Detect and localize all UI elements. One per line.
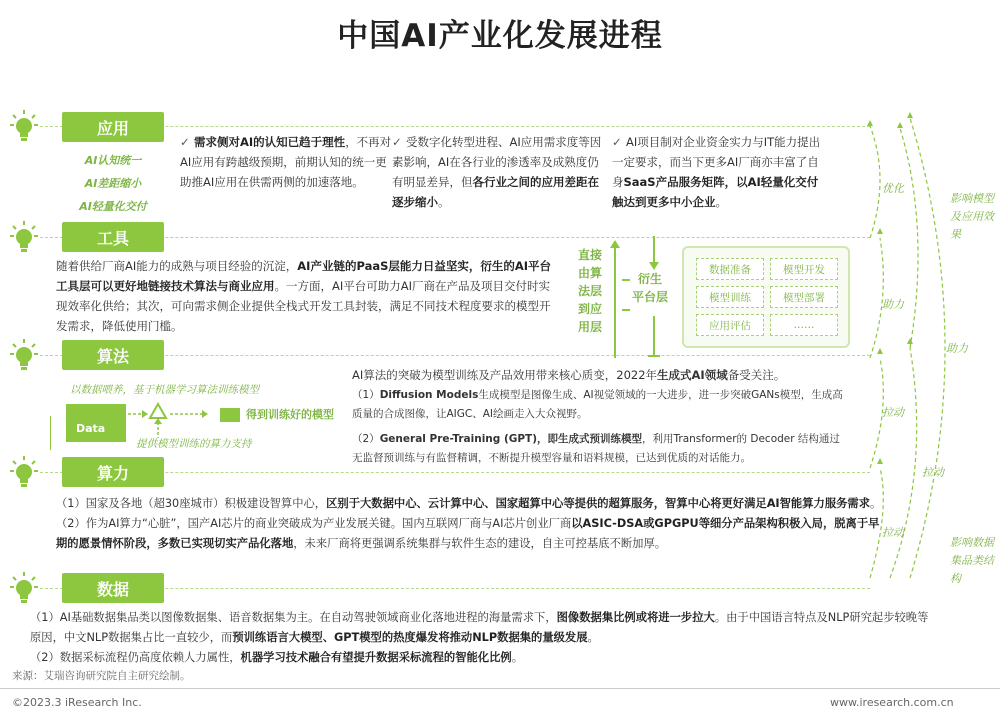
separator — [40, 126, 870, 127]
lightbulb-icon — [10, 571, 38, 605]
copyright: ©2023.3 iResearch Inc. — [12, 696, 142, 709]
layer-tag-tool: 工具 — [62, 222, 164, 252]
label-optimize: 优化 — [882, 182, 904, 195]
algo-intro: AI算法的突破为模型训练及产品效用带来核心质变，2022年生成式AI领域备受关注。 — [352, 368, 786, 382]
label-impact-model: 影响模型及应用效果 — [950, 192, 994, 241]
app-point-2: ✓ 受数字化转型进程、AI应用需求度等因素影响，AI在各行业的渗透率及成熟度仍有明显差异，但各行业之间的应用差距在逐步缩小。 — [392, 132, 604, 212]
check-icon: ✓ — [392, 135, 402, 149]
algo-point-1: （1）Diffusion Models生成模型是图像生成、AI视觉领域的一大进步，进一步突破GANs模型，生成高质量的合成图像，让AIGC、AI绘画走入大众视野。 — [352, 389, 843, 420]
compute-description: （1）国家及各地（超30座城市）积极建设智算中心，区别于大数据中心、云计算中心、国家超算中心等提供的超算服务，智算中心将更好满足AI智能算力服务需求。（2）作为AI算力“心脏”，国产AI芯片的商业突破成为产业发展关键。国内互联网厂商与AI芯片创业厂商以ASIC-DSA或GPGPU等细分产品架构积极入局，脱离于早期的愿景情怀阶段，多数已实现切实产品化落地，未来厂商将更强调系统集群与软件生态的建设，自主可控基底不断加厚。 — [56, 497, 882, 550]
data-description-1: （1）AI基础数据集品类以图像数据集、语音数据集为主。在自动驾驶领域商业化落地进程的海量需求下，图像数据集比例或将进一步拉大。由于中国语言特点及NLP研究起步较晚等原因，中文NLP数据集占比一直较少，而预训练语言大模型、GPT模型的热度爆发将推动NLP数据集的量级发展。 — [30, 611, 929, 644]
direct-service-label: 直接 由算 法层 到应 用层 — [577, 248, 602, 334]
app-label: AI差距缩小 — [84, 177, 142, 190]
check-icon: ✓ — [612, 135, 622, 149]
platform-cell: 数据准备 — [696, 258, 764, 280]
app-point-1: ✓ 需求侧对AI的认知已趋于理性，不再对AI应用有跨越级预期，前期认知的统一更助推AI应用在供需两侧的加速落地。 — [180, 132, 392, 192]
source-note: 来源：艾瑞咨询研究院自主研究绘制。 — [12, 670, 191, 682]
algo-diagram-top: 以数据喂养，基于机器学习算法训练模型 — [70, 384, 259, 396]
page-title: 中国AI产业化发展进程 — [337, 18, 663, 54]
algo-result-label: 得到训练好的模型 — [246, 408, 334, 421]
label-drive: 拉动 — [922, 466, 944, 479]
lightbulb-icon — [10, 220, 38, 254]
platform-cell: …… — [770, 314, 838, 336]
label-drive: 拉动 — [882, 406, 904, 419]
algo-point-2: （2）General Pre-Training (GPT)，即生成式预训练模型，利用Transformer的 Decoder 结构通过无监督预训练与有监督精调，不断提升模型容量和语料规模，已达到优质的对话能力。 — [352, 433, 840, 464]
lightbulb-icon — [10, 109, 38, 143]
label-assist: 助力 — [946, 342, 968, 355]
separator — [40, 588, 870, 589]
derived-arrow-icon — [647, 236, 661, 360]
direct-arrow-icon — [610, 240, 620, 360]
separator — [40, 237, 870, 238]
algo-diagram-bottom: 提供模型训练的算力支持 — [136, 438, 252, 450]
lightbulb-icon — [10, 455, 38, 489]
platform-cell: 应用评估 — [696, 314, 764, 336]
separator — [40, 355, 870, 356]
layer-tag-compute: 算力 — [62, 457, 164, 487]
layer-tag-data: 数据 — [62, 573, 164, 603]
layer-tag-algo: 算法 — [62, 340, 164, 370]
feedback-arrows-icon — [850, 108, 1000, 598]
platform-cell: 模型开发 — [770, 258, 838, 280]
algo-data-label: Data — [76, 422, 106, 435]
label-impact-dataset: 影响数据集品类结构 — [950, 536, 994, 585]
platform-cell: 模型训练 — [696, 286, 764, 308]
data-description-2: （2）数据采标流程仍高度依赖人力属性，机器学习技术融合有望提升数据采标流程的智能化比例。 — [30, 651, 523, 664]
separator — [40, 472, 870, 473]
lightbulb-icon — [10, 338, 38, 372]
algo-diagram — [50, 380, 350, 450]
footer-divider — [0, 688, 1000, 689]
tool-description: 随着供给厂商AI能力的成熟与项目经验的沉淀，AI产业链的PaaS层能力日益坚实，衍生的AI平台工具层可以更好地链接技术算法与商业应用。一方面，AI平台可助力AI厂商在产品及项目交付时实现效率化供给；其次，可向需求侧企业提供全栈式开发工具封装，满足不同技术程度要求的模型开发需求，降低使用门槛。 — [56, 259, 552, 333]
dash-marks-icon — [622, 275, 632, 315]
derived-layer-label: 衍生 平台层 — [631, 272, 668, 304]
platform-box — [682, 246, 850, 348]
app-label: AI轻量化交付 — [79, 200, 147, 213]
app-label: AI认知统一 — [84, 154, 142, 167]
website-link[interactable]: www.iresearch.com.cn — [830, 696, 954, 709]
platform-cell: 模型部署 — [770, 286, 838, 308]
layer-tag-app: 应用 — [62, 112, 164, 142]
app-point-3: ✓ AI项目制对企业资金实力与IT能力提出一定要求，而当下更多AI厂商亦丰富了自身SaaS产品服务矩阵，以AI轻量化交付触达到更多中小企业。 — [612, 132, 828, 212]
label-assist: 助力 — [882, 298, 904, 311]
label-drive: 拉动 — [882, 526, 904, 539]
check-icon: ✓ — [180, 135, 190, 149]
